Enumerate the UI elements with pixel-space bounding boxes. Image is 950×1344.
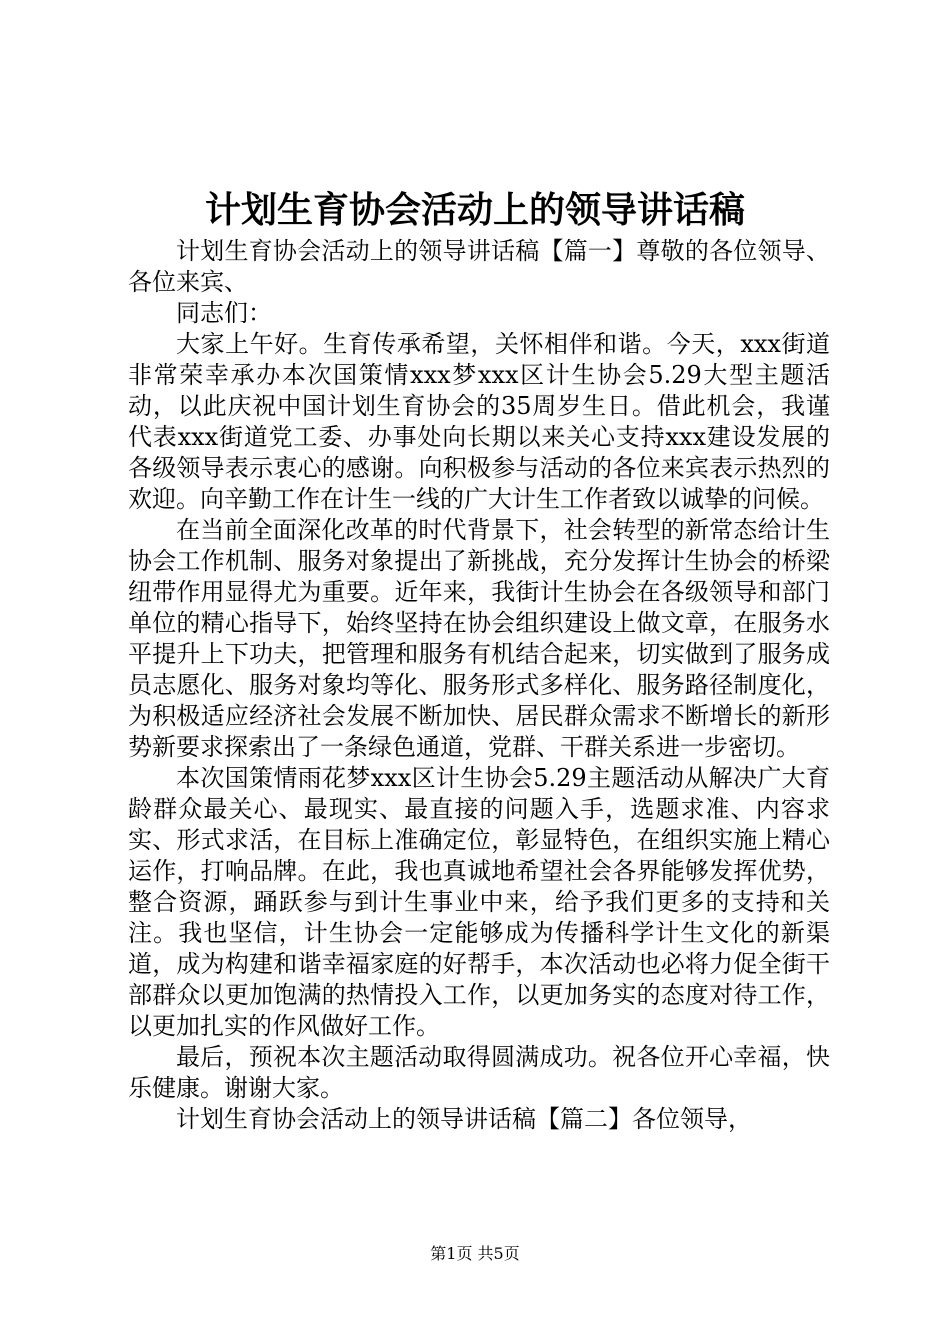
document-title: 计划生育协会活动上的领导讲话稿 [204, 189, 745, 231]
paragraph-5: 本次国策情雨花梦xxx区计生协会5.29主题活动从解决广大育龄群众最关心、最现实、最直接的问题入手，选题求准、内容求实、形式求活，在目标上准确定位，彰显特色，在组织实施上精心运作，打响品牌。在此，我也真诚地希望社会各界能够发挥优势，整合资源，踊跃参与到计生事业中来，给予我们更多的支持和关注。我也坚信，计生协会一定能够成为传播科学计生文化的新渠道，成为构建和谐幸福家庭的好帮手，本次活动也必将力促全街干部群众以更加饱满的热情投入工作，以更加务实的态度对待工作，以更加扎实的作风做好工作。 [128, 764, 830, 1040]
paragraph-7: 计划生育协会活动上的领导讲话稿【篇二】各位领导， [176, 1105, 752, 1133]
paragraph-3: 大家上午好。生育传承希望，关怀相伴和谐。今天，xxx街道非常荣幸承办本次国策情xxx梦xxx区计生协会5.29大型主题活动，以此庆祝中国计划生育协会的35周岁生日。借此机会，我谨代表xxx街道党工委、办事处向长期以来关心支持xxx建设发展的各级领导表示衷心的感谢。向积极参与活动的各位来宾表示热烈的欢迎。向辛勤工作在计生一线的广大计生工作者致以诚挚的问候。 [128, 330, 830, 513]
paragraph-6: 最后，预祝本次主题活动取得圆满成功。祝各位开心幸福，快乐健康。谢谢大家。 [128, 1043, 830, 1102]
page-footer: 第1页 共5页 [430, 1244, 520, 1263]
paragraph-1: 计划生育协会活动上的领导讲话稿【篇一】尊敬的各位领导、各位来宾、 [128, 237, 830, 296]
document-body [128, 236, 830, 1135]
paragraph-2: 同志们： [176, 299, 272, 327]
paragraph-4: 在当前全面深化改革的时代背景下，社会转型的新常态给计生协会工作机制、服务对象提出了新挑战，充分发挥计生协会的桥梁纽带作用显得尤为重要。近年来，我街计生协会在各级领导和部门单位的精心指导下，始终坚持在协会组织建设上做文章，在服务水平提升上下功夫，把管理和服务有机结合起来，切实做到了服务成员志愿化、服务对象均等化、服务形式多样化、服务路径制度化，为积极适应经济社会发展不断加快、居民群众需求不断增长的新形势新要求探索出了一条绿色通道，党群、干群关系进一步密切。 [128, 516, 830, 761]
